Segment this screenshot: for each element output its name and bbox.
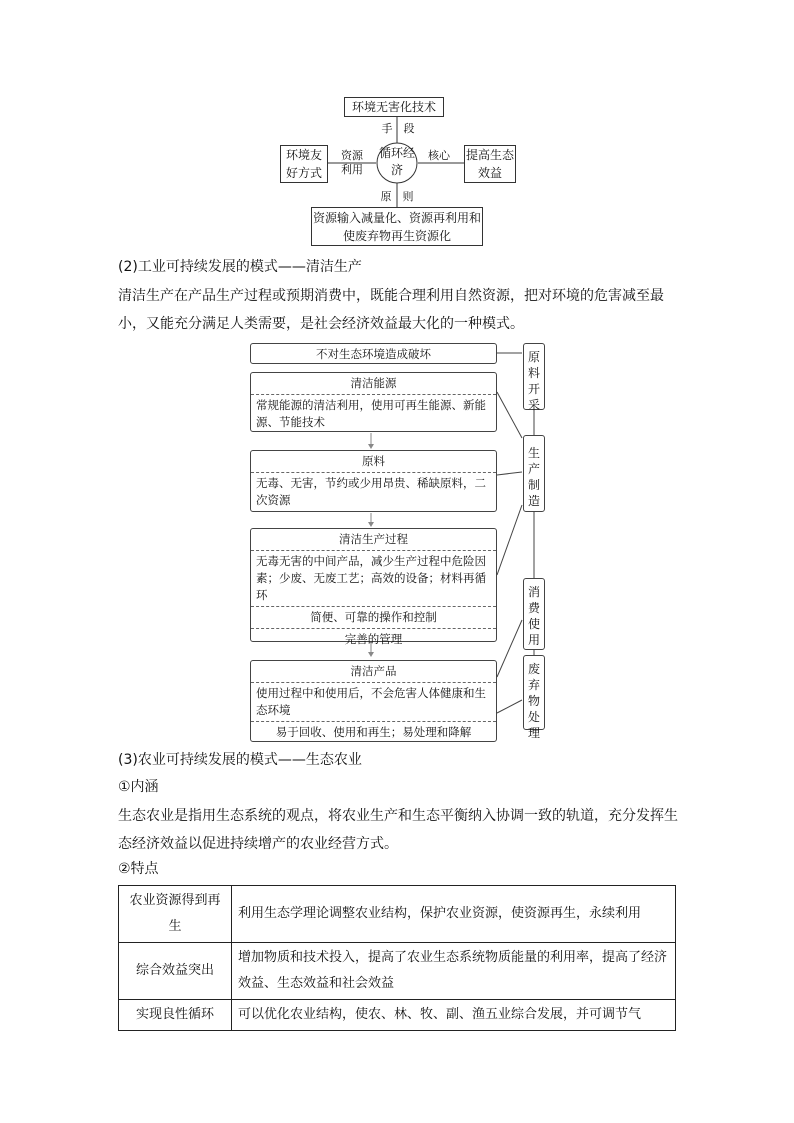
stage-manufacturing-label: 生产制造 [528, 446, 541, 508]
clean-product-box [250, 660, 497, 742]
section2-heading: (2)工业可持续发展的模式——清洁生产 [118, 259, 362, 275]
stage-consumption-label: 消费使用 [528, 585, 541, 647]
table-row [119, 943, 676, 1000]
clean-product-title: 清洁产品 [350, 664, 397, 678]
stage-manufacturing [523, 435, 545, 512]
table-value: 利用生态学理论调整农业结构，保护农业资源，使资源再生，永续利用 [232, 886, 676, 943]
table-key: 综合效益突出 [119, 943, 232, 1000]
material-desc: 无毒、无害，节约或少用昂贵、稀缺原料，二次资源 [251, 472, 496, 511]
clean-product-desc: 使用过程中和使用后，不会危害人体健康和生态环境 [251, 682, 496, 721]
label-means: 手 段 [381, 122, 415, 135]
section3-sub1: ①内涵 [118, 779, 159, 795]
features-table [118, 885, 676, 1031]
table-key: 农业资源得到再生 [119, 886, 232, 943]
stage-consumption [523, 578, 545, 650]
clean-process-title: 清洁生产过程 [339, 532, 408, 546]
section3-heading: (3)农业可持续发展的模式——生态农业 [118, 752, 362, 768]
stage-waste-treatment-label: 废弃物处理 [528, 662, 541, 740]
table-key: 实现良性循环 [119, 1000, 232, 1031]
clean-energy-title: 清洁能源 [350, 376, 397, 390]
no-damage-box [250, 343, 497, 364]
eco-benefit-box: 提高生态效益 [464, 145, 516, 183]
label-principle: 原 则 [380, 190, 414, 203]
clean-energy-box [250, 372, 497, 432]
material-box [250, 450, 497, 512]
clean-process-manage: 完善的管理 [251, 628, 496, 650]
stage-waste-treatment [523, 655, 545, 740]
table-value: 增加物质和技术投入，提高了农业生态系统物质能量的利用率，提高了经济效益、生态效益和社会效益 [232, 943, 676, 1000]
circular-economy-label: 循环经济 [378, 146, 415, 177]
material-title: 原料 [362, 454, 385, 468]
eco-friendly-box: 环境友好方式 [280, 145, 328, 183]
stage-raw-extraction [523, 343, 545, 410]
section3-paragraph: 生态农业是指用生态系统的观点，将农业生产和生态平衡纳入协调一致的轨道，充分发挥生态经济效益以促进持续增产的农业经营方式。 [118, 808, 678, 852]
stage-raw-extraction-label: 原料开采 [528, 350, 541, 412]
no-damage-text: 不对生态环境造成破坏 [316, 347, 431, 361]
section3-sub2: ②特点 [118, 861, 159, 877]
clean-process-desc: 无毒无害的中间产品，减少生产过程中危险因素；少废、无废工艺；高效的设备；材料再循环 [251, 550, 496, 606]
table-row [119, 1000, 676, 1031]
clean-energy-desc: 常规能源的清洁利用，使用可再生能源、新能源、节能技术 [251, 394, 496, 433]
table-row [119, 886, 676, 943]
principle-box: 资源输入减量化、资源再利用和使废弃物再生资源化 [311, 207, 483, 246]
technique-box: 环境无害化技术 [344, 97, 444, 117]
clean-process-box [250, 528, 497, 646]
section2-paragraph: 清洁生产在产品生产过程或预期消费中，既能合理利用自然资源，把对环境的危害减至最小，又能充分满足人类需要，是社会经济效益最大化的一种模式。 [118, 288, 664, 332]
label-resource-use: 资源利用 [341, 149, 363, 176]
clean-product-extra: 易于回收、使用和再生；易处理和降解 [251, 721, 496, 743]
table-value: 可以优化农业结构，使农、林、牧、副、渔五业综合发展，并可调节气 [232, 1000, 676, 1031]
label-core: 核心 [428, 149, 450, 162]
clean-process-control: 简便、可靠的操作和控制 [251, 606, 496, 628]
